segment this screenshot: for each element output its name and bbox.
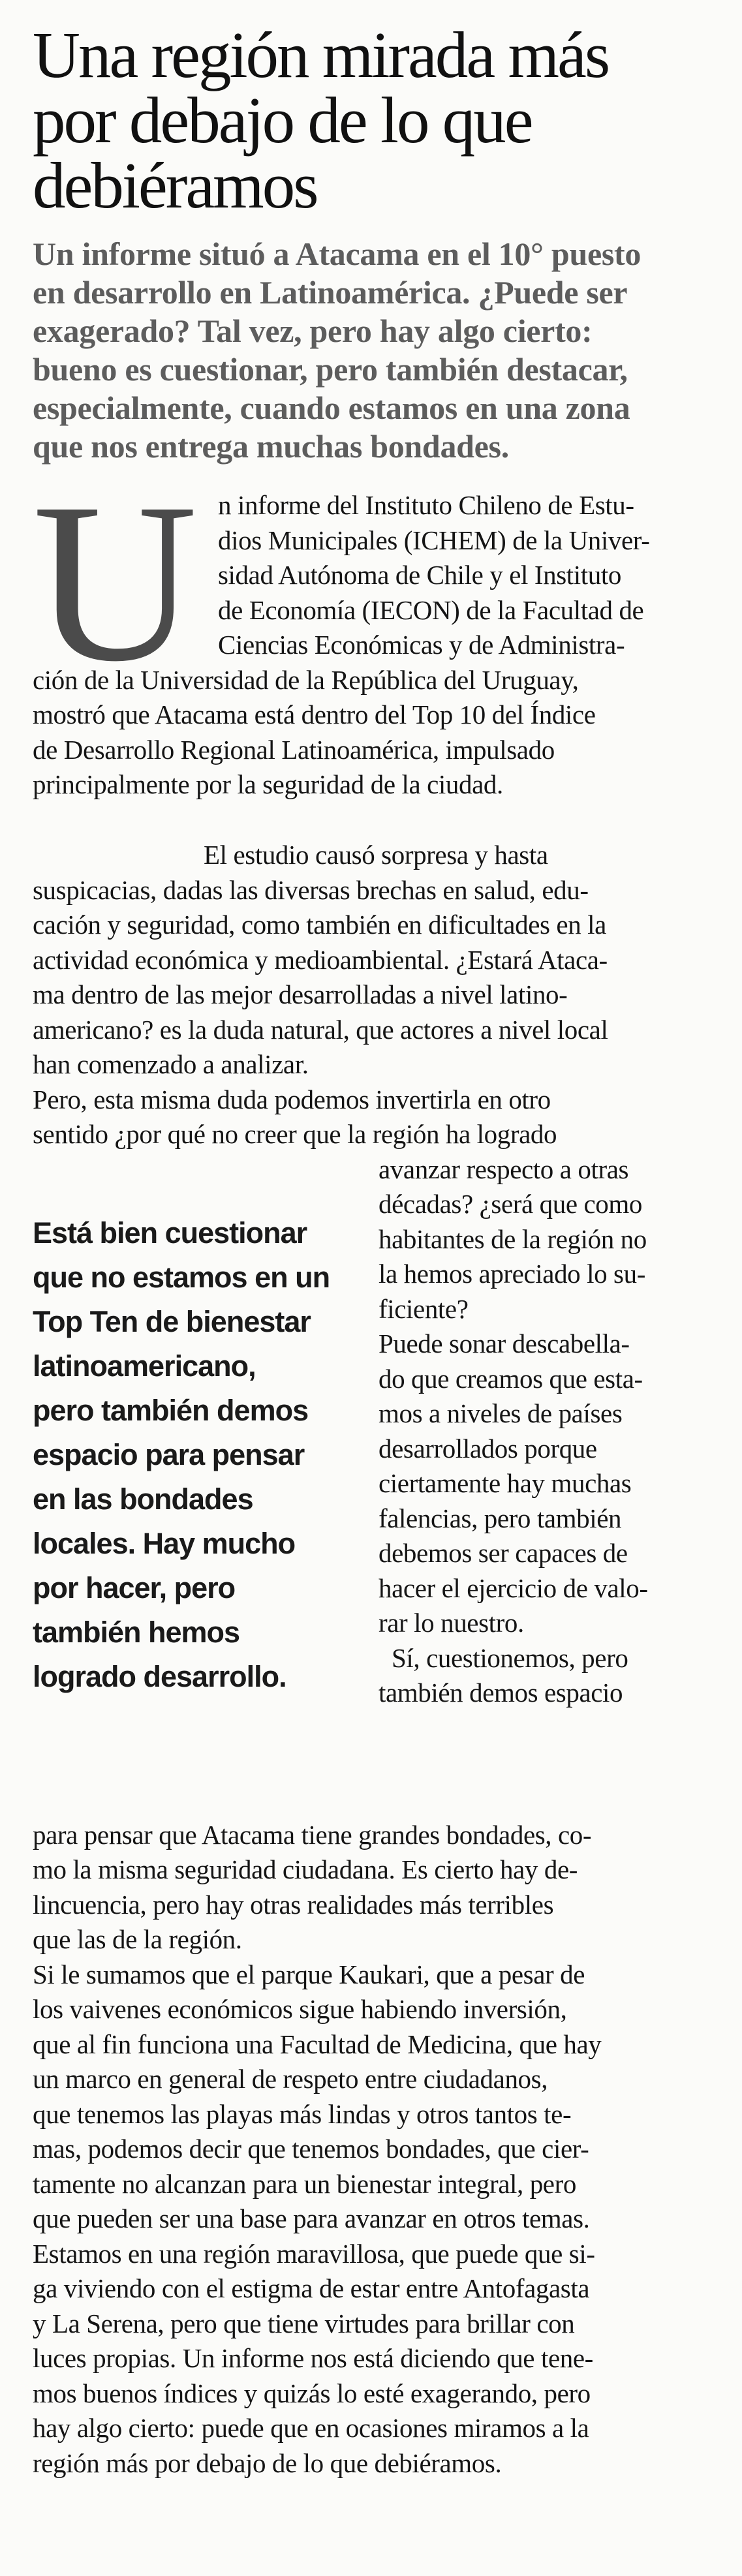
- pull-quote: [33, 1211, 352, 1699]
- body-line: de Desarrollo Regional Latinoamérica, impulsado: [33, 734, 555, 765]
- body-line: tamente no alcanzan para un bienestar integral, pero: [33, 2168, 576, 2199]
- body-line: mo la misma seguridad ciudadana. Es cierto hay de-: [33, 1854, 578, 1884]
- body-line: suspicacias, dadas las diversas brechas en salud, edu-: [33, 874, 589, 905]
- pull-quote-line: que no estamos en un: [33, 1260, 330, 1294]
- body-line: Si le sumamos que el parque Kaukari, que a pesar de: [33, 1959, 585, 1989]
- body-line: Ciencias Económicas y de Administra-: [218, 630, 625, 660]
- body-line: ga viviendo con el estigma de estar entre Antofagasta: [33, 2273, 590, 2303]
- body-line: han comenzado a analizar.: [33, 1049, 309, 1079]
- lead-line: exagerado? Tal vez, pero hay algo cierto:: [33, 313, 593, 349]
- body-line: que tenemos las playas más lindas y otros tantos te-: [33, 2098, 572, 2129]
- pull-quote-line: logrado desarrollo.: [33, 1659, 286, 1693]
- body-line: desarrollados porque: [379, 1433, 597, 1464]
- body-line: dios Municipales (ICHEM) de la Univer-: [218, 525, 650, 555]
- lead-line: que nos entrega muchas bondades.: [33, 428, 509, 465]
- body-line: americano? es la duda natural, que actores a nivel local: [33, 1014, 608, 1045]
- body-line: Estamos en una región maravillosa, que puede que si-: [33, 2238, 595, 2269]
- body-line: rar lo nuestro.: [379, 1608, 524, 1638]
- body-line: avanzar respecto a otras: [379, 1154, 629, 1184]
- body-line: luces propias. Un informe nos está diciendo que tene-: [33, 2343, 593, 2373]
- body-line: habitantes de la región no: [379, 1223, 647, 1254]
- title-line: Una región mirada más: [33, 18, 609, 91]
- body-line: principalmente por la seguridad de la ciudad.: [33, 769, 503, 799]
- body-line: mos a niveles de países: [379, 1398, 623, 1428]
- pull-quote-line: en las bondades: [33, 1482, 253, 1516]
- body-line: un marco en general de respeto entre ciudadanos,: [33, 2064, 548, 2094]
- body-line: debemos ser capaces de: [379, 1538, 628, 1568]
- pull-quote-line: latinoamericano,: [33, 1349, 256, 1383]
- body-line: décadas? ¿será que como: [379, 1189, 642, 1219]
- body-line: mas, podemos decir que tenemos bondades, que cier-: [33, 2134, 589, 2164]
- title-line: debiéramos: [33, 149, 317, 222]
- lead-line: en desarrollo en Latinoamérica. ¿Puede ser: [33, 274, 628, 311]
- body-line: que pueden ser una base para avanzar en otros temas.: [33, 2203, 590, 2233]
- body-line: falencias, pero también: [379, 1503, 622, 1533]
- body-line: ciertamente hay muchas: [379, 1468, 632, 1498]
- lead-line: bueno es cuestionar, pero también destacar,: [33, 351, 628, 388]
- article: [33, 18, 707, 2481]
- pull-quote-line: por hacer, pero: [33, 1571, 236, 1604]
- article-title: [33, 18, 707, 222]
- second-paragraph: [33, 838, 707, 1152]
- side-column: [379, 1152, 707, 1711]
- body-line: ción de la Universidad de la República del Uruguay,: [33, 664, 579, 695]
- pull-quote-line: locales. Hay mucho: [33, 1526, 296, 1560]
- body-line: mostró que Atacama está dentro del Top 10 del Índice: [33, 699, 596, 729]
- lead-line: Un informe situó a Atacama en el 10° puesto: [33, 236, 642, 272]
- lead-line: especialmente, cuando estamos en una zona: [33, 390, 630, 426]
- body-line: actividad económica y medioambiental. ¿Estará Ataca-: [33, 944, 608, 975]
- body-line: Sí, cuestionemos, pero: [392, 1642, 628, 1673]
- body-line: de Economía (IECON) de la Facultad de: [218, 594, 644, 625]
- drop-cap: U: [33, 455, 193, 709]
- body-line: sentido ¿por qué no creer que la región ha logrado: [33, 1119, 557, 1149]
- pull-quote-line: pero también demos: [33, 1393, 309, 1427]
- body-line: cación y seguridad, como también en dificultades en la: [33, 910, 606, 940]
- body-line: que al fin funciona una Facultad de Medicina, que hay: [33, 2029, 602, 2059]
- pull-quote-line: también hemos: [33, 1615, 240, 1649]
- title-line: por debajo de lo que: [33, 84, 532, 157]
- pull-quote-line: Top Ten de bienestar: [33, 1304, 311, 1338]
- article-lead: [33, 235, 707, 466]
- body-line: los vaivenes económicos sigue habiendo inversión,: [33, 1994, 567, 2024]
- body-line: región más por debajo de lo que debiéramos.: [33, 2447, 502, 2478]
- body-line: mos buenos índices y quizás lo esté exagerando, pero: [33, 2378, 591, 2408]
- body-line: El estudio causó sorpresa y hasta: [204, 840, 548, 870]
- body-line: sidad Autónoma de Chile y el Instituto: [218, 560, 621, 590]
- body-line: que las de la región.: [33, 1924, 242, 1954]
- body-line: también demos espacio: [379, 1678, 623, 1708]
- pull-quote-line: Está bien cuestionar: [33, 1216, 307, 1250]
- body-line: ficiente?: [379, 1293, 469, 1324]
- body-line: Pero, esta misma duda podemos invertirla en otro: [33, 1084, 551, 1114]
- body-line: y La Serena, pero que tiene virtudes para brillar con: [33, 2308, 575, 2338]
- pull-quote-line: espacio para pensar: [33, 1437, 305, 1471]
- intro-paragraph: [33, 455, 707, 838]
- body-line: para pensar que Atacama tiene grandes bondades, co-: [33, 1819, 592, 1850]
- body-line: n informe del Instituto Chileno de Estu-: [218, 490, 634, 520]
- body-line: la hemos apreciado lo su-: [379, 1259, 645, 1289]
- closing-paragraphs: [33, 1818, 707, 2481]
- body-line: Puede sonar descabella-: [379, 1328, 630, 1358]
- body-line: ma dentro de las mejor desarrolladas a nivel latino-: [33, 979, 568, 1009]
- body-line: do que creamos que esta-: [379, 1363, 643, 1394]
- body-line: hacer el ejercicio de valo-: [379, 1572, 648, 1603]
- body-line: hay algo cierto: puede que en ocasiones miramos a la: [33, 2413, 589, 2443]
- two-column-section: [33, 1152, 707, 1818]
- body-line: lincuencia, pero hay otras realidades más terribles: [33, 1889, 554, 1920]
